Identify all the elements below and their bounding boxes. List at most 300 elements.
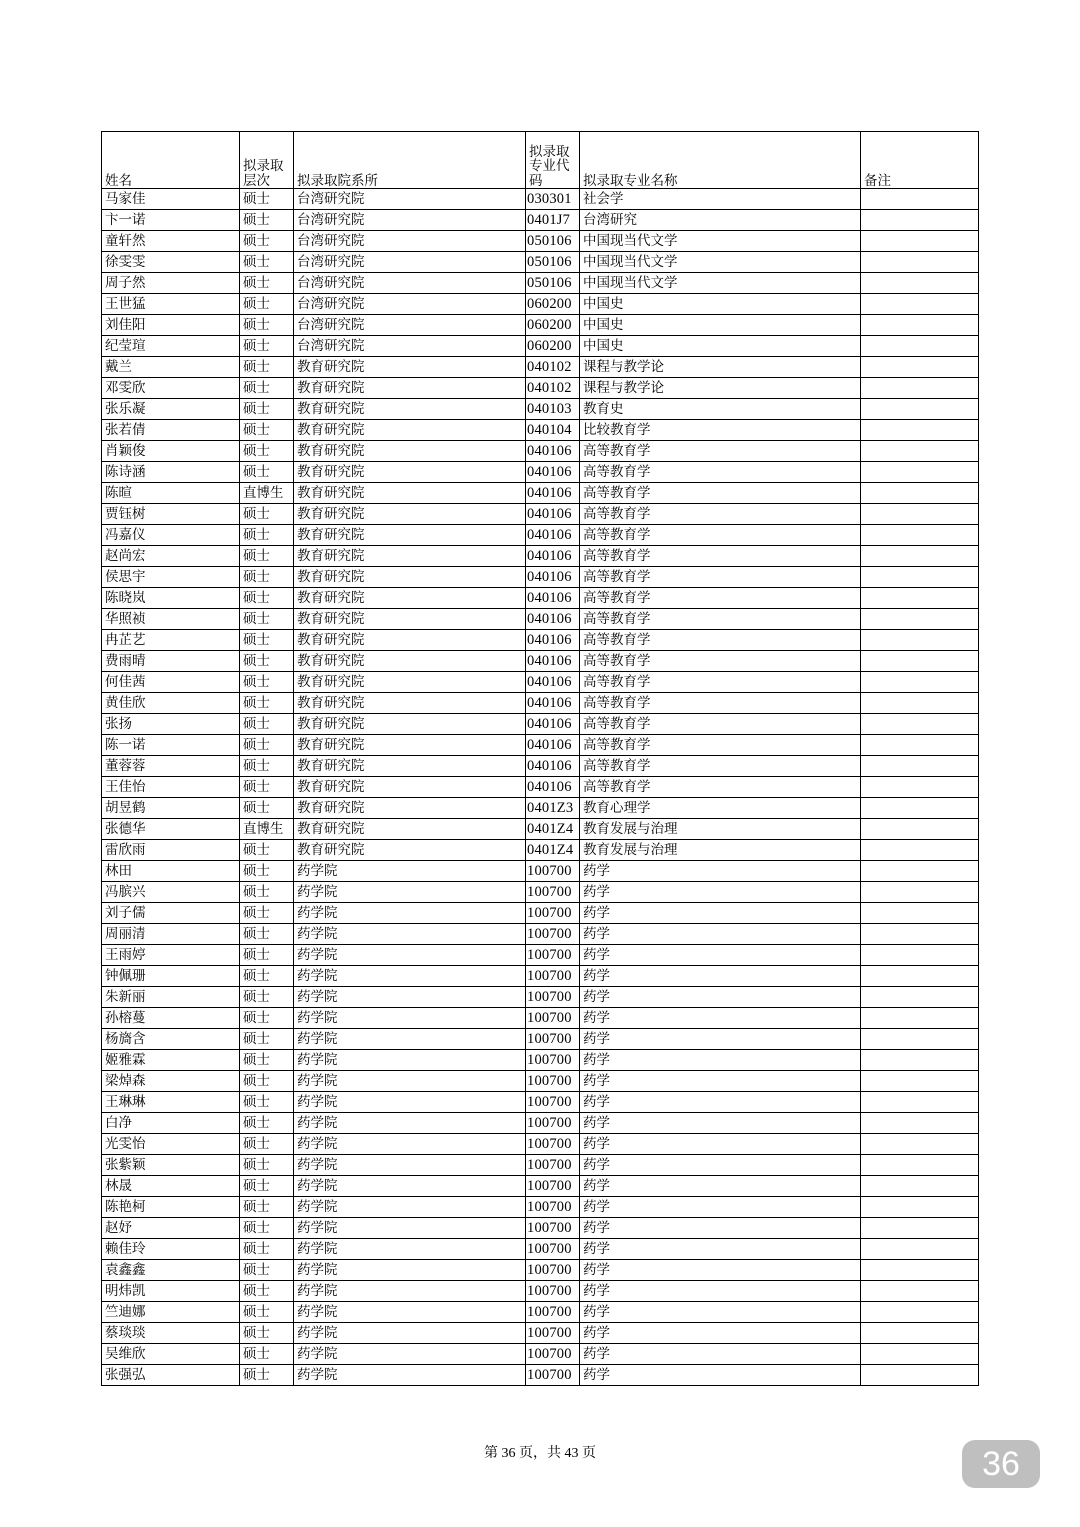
cell-remark	[861, 861, 979, 882]
cell-code: 100700	[526, 1176, 580, 1197]
cell-dept: 药学院	[294, 987, 526, 1008]
cell-code: 040106	[526, 609, 580, 630]
cell-level: 硕士	[240, 840, 294, 861]
cell-remark	[861, 231, 979, 252]
table-row	[102, 189, 979, 210]
table-row	[102, 1155, 979, 1176]
cell-code: 050106	[526, 273, 580, 294]
cell-remark	[861, 336, 979, 357]
cell-name: 王佳怡	[102, 777, 240, 798]
cell-level: 硕士	[240, 1281, 294, 1302]
table-row	[102, 504, 979, 525]
cell-code: 050106	[526, 231, 580, 252]
cell-major: 药学	[580, 1155, 861, 1176]
cell-level: 硕士	[240, 1344, 294, 1365]
cell-major: 药学	[580, 1260, 861, 1281]
cell-name: 张紫颖	[102, 1155, 240, 1176]
cell-name: 赖佳玲	[102, 1239, 240, 1260]
cell-level: 硕士	[240, 630, 294, 651]
cell-remark	[861, 525, 979, 546]
cell-remark	[861, 462, 979, 483]
cell-name: 肖颖俊	[102, 441, 240, 462]
cell-dept: 教育研究院	[294, 504, 526, 525]
cell-remark	[861, 777, 979, 798]
cell-name: 陈晓岚	[102, 588, 240, 609]
cell-remark	[861, 693, 979, 714]
cell-code: 040106	[526, 756, 580, 777]
table-row	[102, 1365, 979, 1386]
cell-level: 硕士	[240, 714, 294, 735]
cell-level: 硕士	[240, 1134, 294, 1155]
cell-major: 药学	[580, 1281, 861, 1302]
admission-table	[101, 131, 979, 1386]
cell-remark	[861, 357, 979, 378]
cell-level: 硕士	[240, 567, 294, 588]
cell-name: 冉芷艺	[102, 630, 240, 651]
cell-major: 药学	[580, 903, 861, 924]
table-row	[102, 987, 979, 1008]
cell-name: 张德华	[102, 819, 240, 840]
cell-name: 姬雅霖	[102, 1050, 240, 1071]
cell-level: 硕士	[240, 525, 294, 546]
cell-major: 课程与教学论	[580, 357, 861, 378]
cell-name: 吴维欣	[102, 1344, 240, 1365]
table-row	[102, 483, 979, 504]
cell-level: 硕士	[240, 609, 294, 630]
cell-remark	[861, 1260, 979, 1281]
cell-code: 040106	[526, 525, 580, 546]
cell-code: 0401J7	[526, 210, 580, 231]
cell-level: 硕士	[240, 1008, 294, 1029]
table-row	[102, 336, 979, 357]
cell-remark	[861, 735, 979, 756]
cell-code: 100700	[526, 1281, 580, 1302]
cell-dept: 教育研究院	[294, 420, 526, 441]
cell-remark	[861, 546, 979, 567]
cell-dept: 药学院	[294, 1197, 526, 1218]
cell-name: 冯嘉仪	[102, 525, 240, 546]
table-row	[102, 1281, 979, 1302]
cell-dept: 药学院	[294, 1092, 526, 1113]
cell-code: 040104	[526, 420, 580, 441]
cell-level: 硕士	[240, 987, 294, 1008]
cell-name: 纪莹瑄	[102, 336, 240, 357]
cell-dept: 教育研究院	[294, 357, 526, 378]
cell-level: 硕士	[240, 882, 294, 903]
cell-dept: 台湾研究院	[294, 294, 526, 315]
table-row	[102, 651, 979, 672]
cell-name: 马家佳	[102, 189, 240, 210]
cell-remark	[861, 1281, 979, 1302]
cell-code: 040106	[526, 651, 580, 672]
cell-name: 费雨晴	[102, 651, 240, 672]
table-row	[102, 714, 979, 735]
cell-name: 林田	[102, 861, 240, 882]
table-row	[102, 1302, 979, 1323]
cell-remark	[861, 1218, 979, 1239]
cell-major: 药学	[580, 1113, 861, 1134]
cell-code: 060200	[526, 315, 580, 336]
cell-code: 100700	[526, 1218, 580, 1239]
cell-code: 100700	[526, 966, 580, 987]
cell-level: 硕士	[240, 1113, 294, 1134]
cell-dept: 药学院	[294, 1218, 526, 1239]
header-name: 姓名	[102, 132, 240, 189]
table-row	[102, 840, 979, 861]
cell-remark	[861, 756, 979, 777]
cell-code: 040106	[526, 462, 580, 483]
table-row	[102, 756, 979, 777]
cell-level: 硕士	[240, 1323, 294, 1344]
cell-dept: 教育研究院	[294, 714, 526, 735]
cell-level: 硕士	[240, 336, 294, 357]
cell-level: 硕士	[240, 945, 294, 966]
table-row	[102, 1134, 979, 1155]
header-dept: 拟录取院系所	[294, 132, 526, 189]
table-body	[102, 189, 979, 1386]
cell-dept: 药学院	[294, 924, 526, 945]
cell-name: 陈一诺	[102, 735, 240, 756]
cell-dept: 药学院	[294, 1281, 526, 1302]
table-row	[102, 1176, 979, 1197]
cell-dept: 教育研究院	[294, 819, 526, 840]
table-row	[102, 861, 979, 882]
cell-code: 040106	[526, 714, 580, 735]
cell-major: 中国史	[580, 336, 861, 357]
cell-code: 100700	[526, 1029, 580, 1050]
cell-name: 明炜凯	[102, 1281, 240, 1302]
cell-remark	[861, 1071, 979, 1092]
cell-level: 硕士	[240, 357, 294, 378]
cell-name: 雷欣雨	[102, 840, 240, 861]
cell-level: 硕士	[240, 504, 294, 525]
cell-major: 药学	[580, 1302, 861, 1323]
table-row	[102, 294, 979, 315]
cell-major: 药学	[580, 1071, 861, 1092]
cell-major: 高等教育学	[580, 777, 861, 798]
cell-dept: 药学院	[294, 945, 526, 966]
cell-level: 硕士	[240, 693, 294, 714]
cell-remark	[861, 294, 979, 315]
cell-dept: 药学院	[294, 1302, 526, 1323]
cell-remark	[861, 882, 979, 903]
cell-remark	[861, 714, 979, 735]
cell-code: 100700	[526, 1323, 580, 1344]
table-row	[102, 525, 979, 546]
header-level-line-2: 层次	[243, 172, 270, 189]
table-row	[102, 210, 979, 231]
cell-name: 周丽清	[102, 924, 240, 945]
cell-remark	[861, 1050, 979, 1071]
cell-code: 100700	[526, 1344, 580, 1365]
cell-remark	[861, 609, 979, 630]
cell-dept: 教育研究院	[294, 735, 526, 756]
cell-remark	[861, 1134, 979, 1155]
cell-name: 周子然	[102, 273, 240, 294]
cell-remark	[861, 924, 979, 945]
cell-remark	[861, 273, 979, 294]
cell-name: 张扬	[102, 714, 240, 735]
cell-major: 高等教育学	[580, 630, 861, 651]
cell-name: 朱新丽	[102, 987, 240, 1008]
table-row	[102, 1197, 979, 1218]
cell-name: 白净	[102, 1113, 240, 1134]
table-row	[102, 1092, 979, 1113]
cell-major: 高等教育学	[580, 483, 861, 504]
cell-level: 硕士	[240, 1176, 294, 1197]
table-row	[102, 819, 979, 840]
cell-remark	[861, 210, 979, 231]
cell-major: 中国史	[580, 315, 861, 336]
cell-dept: 药学院	[294, 1071, 526, 1092]
cell-name: 张乐凝	[102, 399, 240, 420]
cell-name: 卞一诺	[102, 210, 240, 231]
cell-remark	[861, 987, 979, 1008]
cell-major: 高等教育学	[580, 441, 861, 462]
cell-dept: 药学院	[294, 903, 526, 924]
cell-name: 孙榕蔓	[102, 1008, 240, 1029]
cell-remark	[861, 1029, 979, 1050]
cell-code: 040106	[526, 483, 580, 504]
cell-name: 黄佳欣	[102, 693, 240, 714]
cell-code: 040106	[526, 567, 580, 588]
cell-remark	[861, 798, 979, 819]
cell-major: 药学	[580, 1344, 861, 1365]
cell-code: 100700	[526, 1239, 580, 1260]
cell-dept: 教育研究院	[294, 798, 526, 819]
cell-code: 100700	[526, 1155, 580, 1176]
cell-name: 侯思宇	[102, 567, 240, 588]
cell-dept: 教育研究院	[294, 693, 526, 714]
cell-name: 杨旖含	[102, 1029, 240, 1050]
cell-major: 高等教育学	[580, 546, 861, 567]
cell-name: 董蓉蓉	[102, 756, 240, 777]
cell-name: 邓雯欣	[102, 378, 240, 399]
cell-level: 硕士	[240, 189, 294, 210]
table-row	[102, 315, 979, 336]
table-row	[102, 777, 979, 798]
cell-major: 药学	[580, 882, 861, 903]
cell-name: 刘佳阳	[102, 315, 240, 336]
cell-major: 药学	[580, 861, 861, 882]
cell-code: 100700	[526, 1197, 580, 1218]
cell-level: 硕士	[240, 1239, 294, 1260]
cell-dept: 台湾研究院	[294, 252, 526, 273]
cell-code: 040106	[526, 777, 580, 798]
table-row	[102, 1029, 979, 1050]
page-footer: 第 36 页，共 43 页	[484, 1446, 596, 1461]
cell-dept: 药学院	[294, 1365, 526, 1386]
cell-major: 药学	[580, 1008, 861, 1029]
cell-level: 硕士	[240, 1092, 294, 1113]
cell-code: 100700	[526, 1050, 580, 1071]
cell-level: 硕士	[240, 966, 294, 987]
cell-dept: 教育研究院	[294, 546, 526, 567]
cell-dept: 药学院	[294, 1155, 526, 1176]
table-row	[102, 945, 979, 966]
table-row	[102, 1260, 979, 1281]
cell-code: 040106	[526, 672, 580, 693]
cell-level: 硕士	[240, 777, 294, 798]
cell-major: 高等教育学	[580, 693, 861, 714]
cell-major: 教育发展与治理	[580, 819, 861, 840]
cell-level: 硕士	[240, 1029, 294, 1050]
cell-major: 药学	[580, 1218, 861, 1239]
cell-level: 硕士	[240, 1365, 294, 1386]
cell-name: 王世猛	[102, 294, 240, 315]
cell-name: 陈暄	[102, 483, 240, 504]
cell-major: 教育史	[580, 399, 861, 420]
cell-level: 硕士	[240, 210, 294, 231]
cell-major: 教育心理学	[580, 798, 861, 819]
cell-remark	[861, 1008, 979, 1029]
table-row	[102, 357, 979, 378]
cell-code: 060200	[526, 336, 580, 357]
cell-remark	[861, 840, 979, 861]
table-row	[102, 1008, 979, 1029]
cell-name: 冯膑兴	[102, 882, 240, 903]
cell-remark	[861, 1197, 979, 1218]
table-row	[102, 735, 979, 756]
cell-code: 040106	[526, 441, 580, 462]
cell-dept: 台湾研究院	[294, 210, 526, 231]
cell-name: 徐雯雯	[102, 252, 240, 273]
cell-major: 药学	[580, 1176, 861, 1197]
cell-remark	[861, 945, 979, 966]
table-row	[102, 399, 979, 420]
cell-major: 教育发展与治理	[580, 840, 861, 861]
cell-major: 高等教育学	[580, 588, 861, 609]
cell-remark	[861, 504, 979, 525]
cell-code: 040106	[526, 735, 580, 756]
cell-code: 100700	[526, 1071, 580, 1092]
header-remark: 备注	[861, 132, 979, 189]
cell-name: 童轩然	[102, 231, 240, 252]
header-code-line-2: 专业代	[529, 158, 570, 174]
table-row	[102, 567, 979, 588]
cell-code: 040106	[526, 630, 580, 651]
cell-name: 何佳茜	[102, 672, 240, 693]
table-row	[102, 693, 979, 714]
table-row	[102, 1050, 979, 1071]
cell-name: 蔡琰琰	[102, 1323, 240, 1344]
cell-major: 课程与教学论	[580, 378, 861, 399]
cell-major: 药学	[580, 1239, 861, 1260]
cell-level: 硕士	[240, 273, 294, 294]
cell-major: 高等教育学	[580, 609, 861, 630]
cell-name: 光雯怡	[102, 1134, 240, 1155]
cell-dept: 药学院	[294, 1239, 526, 1260]
cell-code: 100700	[526, 1092, 580, 1113]
cell-major: 药学	[580, 1029, 861, 1050]
table-row	[102, 1218, 979, 1239]
cell-remark	[861, 441, 979, 462]
cell-code: 040106	[526, 693, 580, 714]
cell-remark	[861, 252, 979, 273]
cell-level: 硕士	[240, 1197, 294, 1218]
table-row	[102, 882, 979, 903]
cell-major: 药学	[580, 945, 861, 966]
table-row	[102, 420, 979, 441]
cell-dept: 教育研究院	[294, 462, 526, 483]
cell-major: 高等教育学	[580, 714, 861, 735]
cell-remark	[861, 630, 979, 651]
cell-code: 100700	[526, 1260, 580, 1281]
cell-code: 040103	[526, 399, 580, 420]
cell-major: 高等教育学	[580, 756, 861, 777]
cell-major: 药学	[580, 1323, 861, 1344]
cell-dept: 药学院	[294, 1113, 526, 1134]
cell-major: 比较教育学	[580, 420, 861, 441]
cell-name: 陈艳柯	[102, 1197, 240, 1218]
cell-level: 直博生	[240, 483, 294, 504]
header-code-line-3: 码	[529, 172, 543, 189]
cell-level: 硕士	[240, 546, 294, 567]
table-header-row	[102, 132, 979, 189]
cell-dept: 教育研究院	[294, 756, 526, 777]
cell-code: 030301	[526, 189, 580, 210]
cell-major: 中国现当代文学	[580, 252, 861, 273]
header-level-line-1: 拟录取	[243, 158, 284, 174]
cell-dept: 台湾研究院	[294, 273, 526, 294]
cell-name: 赵尚宏	[102, 546, 240, 567]
cell-code: 040102	[526, 378, 580, 399]
cell-dept: 教育研究院	[294, 399, 526, 420]
cell-level: 硕士	[240, 1302, 294, 1323]
cell-major: 药学	[580, 924, 861, 945]
cell-major: 社会学	[580, 189, 861, 210]
cell-remark	[861, 399, 979, 420]
cell-remark	[861, 1176, 979, 1197]
cell-remark	[861, 1365, 979, 1386]
cell-name: 王雨婷	[102, 945, 240, 966]
cell-major: 高等教育学	[580, 462, 861, 483]
cell-remark	[861, 588, 979, 609]
cell-level: 硕士	[240, 315, 294, 336]
cell-level: 硕士	[240, 420, 294, 441]
cell-dept: 药学院	[294, 1344, 526, 1365]
table-row	[102, 798, 979, 819]
cell-dept: 台湾研究院	[294, 231, 526, 252]
table-row	[102, 231, 979, 252]
cell-code: 100700	[526, 945, 580, 966]
table-row	[102, 273, 979, 294]
cell-code: 040106	[526, 588, 580, 609]
cell-name: 陈诗涵	[102, 462, 240, 483]
cell-dept: 台湾研究院	[294, 189, 526, 210]
cell-dept: 教育研究院	[294, 609, 526, 630]
table-row	[102, 546, 979, 567]
cell-code: 100700	[526, 882, 580, 903]
cell-name: 袁鑫鑫	[102, 1260, 240, 1281]
cell-name: 竺迪娜	[102, 1302, 240, 1323]
cell-major: 药学	[580, 966, 861, 987]
table-row	[102, 672, 979, 693]
cell-level: 硕士	[240, 252, 294, 273]
cell-dept: 教育研究院	[294, 672, 526, 693]
cell-dept: 药学院	[294, 1176, 526, 1197]
cell-level: 硕士	[240, 1155, 294, 1176]
header-code-line-1: 拟录取	[529, 143, 570, 160]
cell-remark	[861, 378, 979, 399]
cell-level: 硕士	[240, 903, 294, 924]
cell-remark	[861, 420, 979, 441]
cell-remark	[861, 672, 979, 693]
cell-major: 药学	[580, 1365, 861, 1386]
cell-level: 硕士	[240, 399, 294, 420]
cell-level: 硕士	[240, 441, 294, 462]
cell-code: 100700	[526, 1008, 580, 1029]
